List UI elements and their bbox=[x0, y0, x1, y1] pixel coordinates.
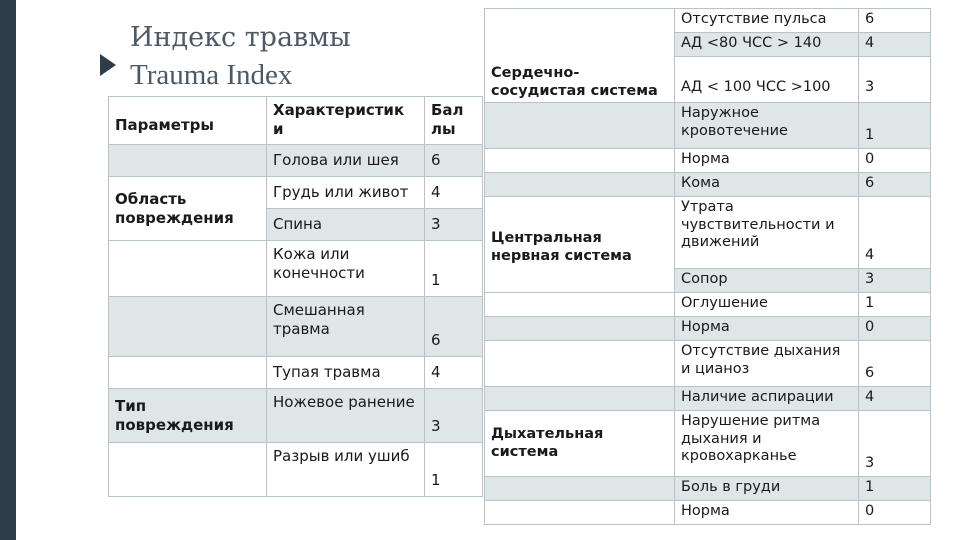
row-characteristic: Норма bbox=[675, 317, 859, 341]
group-filler bbox=[109, 443, 267, 497]
group-filler bbox=[485, 477, 675, 501]
table-row bbox=[485, 103, 931, 149]
table-row bbox=[485, 387, 931, 411]
row-characteristic: Голова или шея bbox=[267, 145, 425, 177]
table-row bbox=[485, 341, 931, 387]
row-points: 6 bbox=[425, 145, 483, 177]
table-row bbox=[485, 411, 931, 477]
row-points: 1 bbox=[859, 103, 931, 149]
left-accent-bar bbox=[0, 0, 16, 540]
row-characteristic: АД <80 ЧСС > 140 bbox=[675, 33, 859, 57]
table-row bbox=[109, 145, 483, 177]
page-title: Индекс травмы bbox=[130, 22, 351, 53]
table-header-row bbox=[109, 97, 483, 145]
row-points: 1 bbox=[859, 293, 931, 317]
row-characteristic: Утрата чувствительности и движений bbox=[675, 197, 859, 269]
row-characteristic: Разрыв или ушиб bbox=[267, 443, 425, 497]
row-characteristic: Кома bbox=[675, 173, 859, 197]
row-points: 0 bbox=[859, 149, 931, 173]
row-characteristic: Наличие аспирации bbox=[675, 387, 859, 411]
header-params: Параметры bbox=[109, 97, 267, 145]
row-characteristic: Норма bbox=[675, 149, 859, 173]
row-points: 4 bbox=[425, 177, 483, 209]
table-row bbox=[109, 177, 483, 209]
row-characteristic: Смешанная травма bbox=[267, 297, 425, 357]
table-row bbox=[485, 293, 931, 317]
table-row bbox=[109, 389, 483, 443]
left-score-table bbox=[108, 96, 483, 497]
row-points: 3 bbox=[425, 209, 483, 241]
row-points: 6 bbox=[859, 9, 931, 33]
row-characteristic: Боль в груди bbox=[675, 477, 859, 501]
table-row bbox=[485, 9, 931, 33]
row-characteristic: Ножевое ранение bbox=[267, 389, 425, 443]
row-points: 6 bbox=[859, 173, 931, 197]
row-points: 3 bbox=[425, 389, 483, 443]
table-row bbox=[109, 297, 483, 357]
row-characteristic: Наружное кровотечение bbox=[675, 103, 859, 149]
row-points: 3 bbox=[859, 411, 931, 477]
row-points: 0 bbox=[859, 501, 931, 525]
row-characteristic: АД < 100 ЧСС >100 bbox=[675, 57, 859, 103]
row-points: 1 bbox=[425, 241, 483, 297]
group-filler bbox=[485, 149, 675, 173]
table-row bbox=[485, 317, 931, 341]
group-filler bbox=[485, 173, 675, 197]
group-label: Дыхательная система bbox=[485, 411, 675, 477]
group-filler bbox=[109, 297, 267, 357]
row-points: 6 bbox=[425, 297, 483, 357]
row-points: 4 bbox=[425, 357, 483, 389]
row-points: 1 bbox=[425, 443, 483, 497]
row-points: 0 bbox=[859, 317, 931, 341]
row-characteristic: Нарушение ритма дыхания и кровохарканье bbox=[675, 411, 859, 477]
row-points: 3 bbox=[859, 57, 931, 103]
row-characteristic: Грудь или живот bbox=[267, 177, 425, 209]
row-points: 6 bbox=[859, 341, 931, 387]
group-label: Центральная нервная система bbox=[485, 197, 675, 293]
row-points: 4 bbox=[859, 197, 931, 269]
header-characteristics: Характеристик и bbox=[267, 97, 425, 145]
row-characteristic: Отсутствие дыхания и цианоз bbox=[675, 341, 859, 387]
group-filler bbox=[485, 387, 675, 411]
row-characteristic: Сопор bbox=[675, 269, 859, 293]
row-characteristic: Тупая травма bbox=[267, 357, 425, 389]
row-characteristic: Отсутствие пульса bbox=[675, 9, 859, 33]
row-characteristic: Спина bbox=[267, 209, 425, 241]
row-points: 4 bbox=[859, 33, 931, 57]
row-points: 1 bbox=[859, 477, 931, 501]
table-row bbox=[485, 149, 931, 173]
group-filler bbox=[485, 317, 675, 341]
title-pointer-arrow bbox=[100, 54, 116, 76]
table-row bbox=[109, 241, 483, 297]
group-filler bbox=[109, 241, 267, 297]
group-filler bbox=[485, 103, 675, 149]
group-filler bbox=[485, 341, 675, 387]
group-filler bbox=[109, 357, 267, 389]
group-label: Область повреждения bbox=[109, 177, 267, 241]
row-characteristic: Оглушение bbox=[675, 293, 859, 317]
table-row bbox=[109, 357, 483, 389]
table-row bbox=[485, 197, 931, 269]
row-characteristic: Кожа или конечности bbox=[267, 241, 425, 297]
group-label: Тип повреждения bbox=[109, 389, 267, 443]
row-points: 3 bbox=[859, 269, 931, 293]
group-filler bbox=[485, 501, 675, 525]
row-characteristic: Норма bbox=[675, 501, 859, 525]
header-points: Бал лы bbox=[425, 97, 483, 145]
table-row bbox=[485, 501, 931, 525]
table-row bbox=[485, 477, 931, 501]
group-filler bbox=[485, 293, 675, 317]
table-row bbox=[109, 443, 483, 497]
group-label bbox=[109, 145, 267, 177]
table-row bbox=[485, 173, 931, 197]
page-subtitle: Trauma Index bbox=[130, 59, 293, 91]
right-score-table bbox=[484, 8, 931, 525]
group-label: Сердечно-сосудистая система bbox=[485, 9, 675, 103]
row-points: 4 bbox=[859, 387, 931, 411]
